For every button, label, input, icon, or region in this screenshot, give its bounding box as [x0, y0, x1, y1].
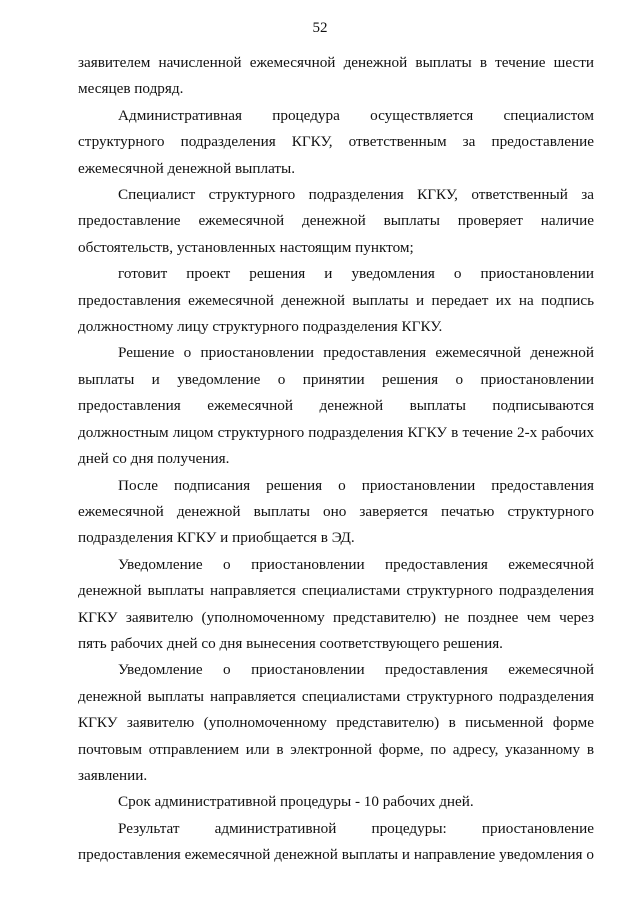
paragraph-4: готовит проект решения и уведомления о приостановлении предоставления ежемесячной денежной выплаты и передает их на подпись должностному лицу структурного подразделения КГКУ.: [78, 265, 594, 336]
paragraph-7: Уведомление о приостановлении предоставления ежемесячной денежной выплаты направляется специалистами структурного подразделения КГКУ заявителю (уполномоченному представителю) не позднее чем через пять рабочих дней со дня вынесения соответствующего решения.: [78, 555, 594, 652]
paragraph-2: Административная процедура осуществляется специалистом структурного подразделения КГКУ, ответственным за предоставление ежемесячной денежной выплаты.: [78, 106, 594, 177]
paragraph-10: Результат административной процедуры: приостановление предоставления ежемесячной денежной выплаты и направление уведомления о: [78, 819, 594, 864]
paragraph-1: заявителем начисленной ежемесячной денежной выплаты в течение шести месяцев подряд.: [78, 54, 594, 98]
paragraph-9: Срок административной процедуры - 10 рабочих дней.: [118, 793, 474, 811]
paragraph-6: После подписания решения о приостановлении предоставления ежемесячной денежной выплаты оно заверяется печатью структурного подразделения КГКУ и приобщается в ЭД.: [78, 476, 594, 547]
page-number: 52: [312, 20, 328, 36]
document-body: [78, 50, 594, 869]
paragraph-8: Уведомление о приостановлении предоставления ежемесячной денежной выплаты направляется специалистами структурного подразделения КГКУ заявителю (уполномоченному представителю) в письменной форме почтовым отправлением или в электронной форме, по адресу, указанному в заявлении.: [78, 661, 594, 784]
paragraph-3: Специалист структурного подразделения КГКУ, ответственный за предоставление ежемесячной денежной выплаты проверяет наличие обстоятельств, установленных настоящим пунктом;: [78, 186, 594, 256]
paragraph-5: Решение о приостановлении предоставления ежемесячной денежной выплаты и уведомление о принятии решения о приостановлении предоставления ежемесячной денежной выплаты подписываются должностным лицом структурного подразделения КГКУ в течение 2-х рабочих дней со дня получения.: [78, 344, 594, 468]
